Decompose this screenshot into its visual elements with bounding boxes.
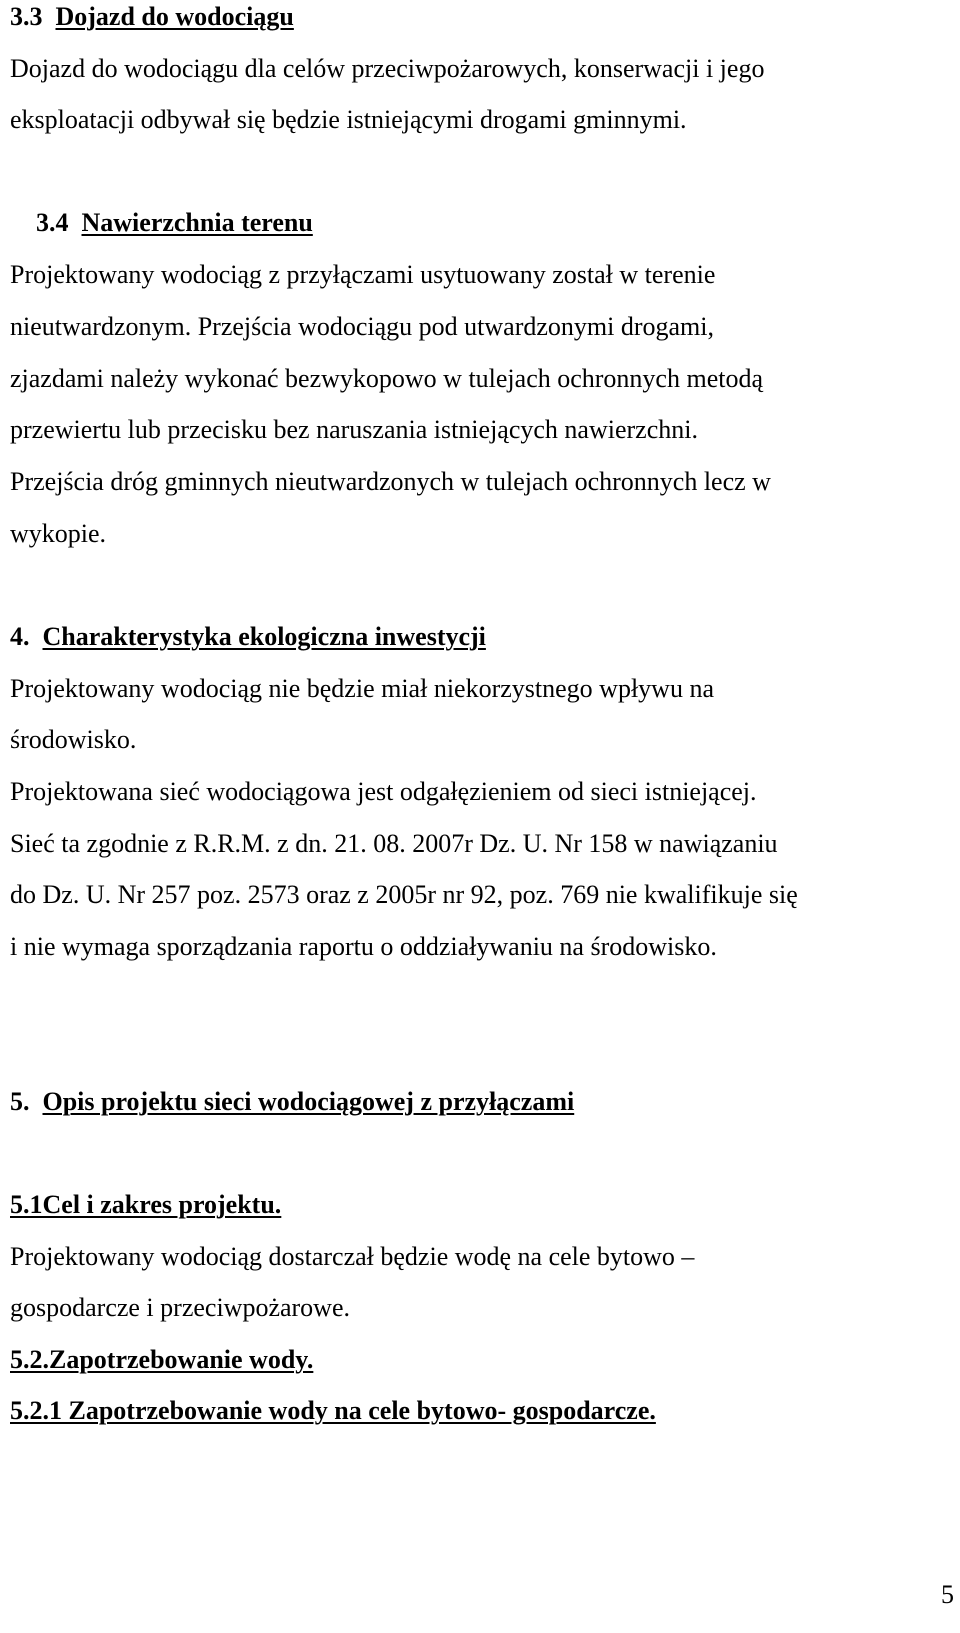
paragraph-line: i nie wymaga sporządzania raportu o oddziaływaniu na środowisko. bbox=[10, 932, 717, 961]
heading-3-3 bbox=[10, 2, 294, 32]
paragraph-line: do Dz. U. Nr 257 poz. 2573 oraz z 2005r nr 92, poz. 769 nie kwalifikuje się bbox=[10, 880, 798, 909]
heading-number: 5. bbox=[10, 1087, 30, 1116]
heading-title: Opis projektu sieci wodociągowej z przyłączami bbox=[42, 1087, 575, 1116]
heading-number: 3.4 bbox=[36, 208, 69, 237]
heading-number: 4. bbox=[10, 622, 30, 651]
paragraph-line: przewiertu lub przecisku bez naruszania istniejących nawierzchni. bbox=[10, 415, 698, 444]
paragraph-line: Projektowany wodociąg dostarczał będzie wodę na cele bytowo – bbox=[10, 1242, 695, 1271]
paragraph-line: Projektowany wodociąg z przyłączami usytuowany został w terenie bbox=[10, 260, 716, 289]
paragraph-line: zjazdami należy wykonać bezwykopowo w tulejach ochronnych metodą bbox=[10, 364, 763, 393]
paragraph-line: Projektowana sieć wodociągowa jest odgałęzieniem od sieci istniejącej. bbox=[10, 777, 757, 806]
heading-number: 3.3 bbox=[10, 2, 43, 31]
paragraph-line: Przejścia dróg gminnych nieutwardzonych w tulejach ochronnych lecz w bbox=[10, 467, 771, 496]
heading-5 bbox=[10, 1087, 574, 1117]
paragraph-line: Dojazd do wodociągu dla celów przeciwpożarowych, konserwacji i jego bbox=[10, 54, 765, 83]
heading-3-4 bbox=[36, 208, 313, 238]
paragraph-line: środowisko. bbox=[10, 725, 137, 754]
heading-5-2: 5.2.Zapotrzebowanie wody. bbox=[10, 1345, 314, 1374]
paragraph-line: Projektowany wodociąg nie będzie miał niekorzystnego wpływu na bbox=[10, 674, 714, 703]
page-number: 5 bbox=[941, 1580, 954, 1609]
paragraph-line: eksploatacji odbywał się będzie istniejącymi drogami gminnymi. bbox=[10, 105, 687, 134]
paragraph-line: nieutwardzonym. Przejścia wodociągu pod utwardzonymi drogami, bbox=[10, 312, 714, 341]
heading-4 bbox=[10, 622, 486, 652]
heading-title: Charakterystyka ekologiczna inwestycji bbox=[42, 622, 486, 651]
heading-5-1: 5.1Cel i zakres projektu. bbox=[10, 1190, 282, 1219]
paragraph-line: Sieć ta zgodnie z R.R.M. z dn. 21. 08. 2007r Dz. U. Nr 158 w nawiązaniu bbox=[10, 829, 778, 858]
heading-5-2-1: 5.2.1 Zapotrzebowanie wody na cele bytowo- gospodarcze. bbox=[10, 1396, 656, 1425]
heading-title: Dojazd do wodociągu bbox=[55, 2, 294, 31]
paragraph-line: gospodarcze i przeciwpożarowe. bbox=[10, 1293, 350, 1322]
paragraph-line: wykopie. bbox=[10, 519, 107, 548]
heading-title: Nawierzchnia terenu bbox=[81, 208, 313, 237]
